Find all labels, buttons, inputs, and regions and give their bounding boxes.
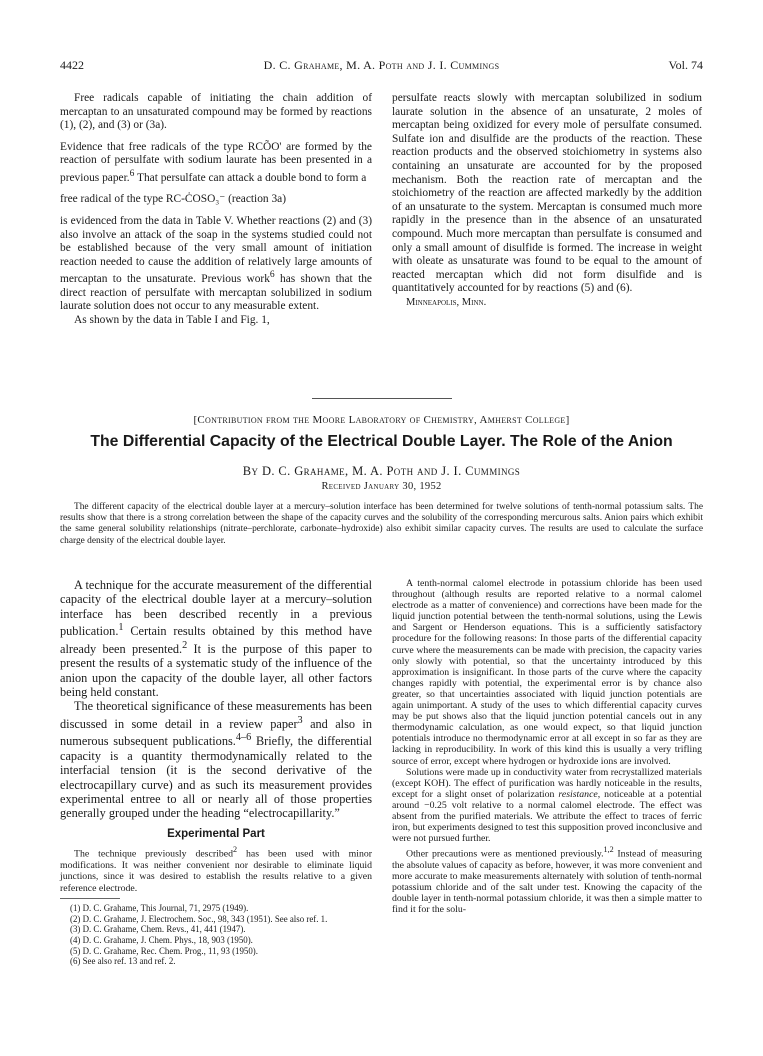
- footnotes: [60, 903, 372, 967]
- reference-superscript: 6: [269, 270, 275, 281]
- reference-superscript: 2: [232, 845, 238, 855]
- received-date: Received January 30, 1952: [321, 481, 442, 492]
- footnote: (2) D. C. Grahame, J. Electrochem. Soc., 98, 343 (1951). See also ref. 1.: [70, 913, 328, 924]
- footnote: (6) See also ref. 13 and ref. 2.: [70, 956, 176, 967]
- contribution-line: [Contribution from the Moore Laboratory of Chemistry, Amherst College]: [193, 414, 570, 426]
- section-heading: Experimental Part: [167, 827, 265, 840]
- abstract: [60, 502, 703, 547]
- reference-superscript: 2: [182, 639, 188, 651]
- footnote: (4) D. C. Grahame, J. Chem. Phys., 18, 903 (1950).: [70, 934, 253, 945]
- abstract-text: The different capacity of the electrical double layer at a mercury–solution interface has been determined for twelve solutions of tenth-normal potassium salts. The results show that there is a strong correlation between the shape of the capacity curves and the solubility of the corresponding mercurous salts. Anion pairs which exhibit the same general solubility relationships (nitrate–perchlorate, carbonate–hydroxide) also exhibit similar capacity curves. The results are used to calculate the surface charge density of the electrical double layer.: [60, 502, 703, 546]
- paragraph: persulfate reacts slowly with mercaptan solubilized in sodium laurate solution in the absence of an unsaturate, 2 moles of mercaptan being oxidized for every mole of persulfate consumed. Sulfate ion and disulfide are the products of the reaction. These reaction products and the observed stoichiometry in systems also containing an unsaturate are accounted for by the proposed mechanism. Both the reaction rate of mercaptan and the stoichiometry of the reaction are affected markedly by the addition of an unsaturate to the system. Mercaptan is consumed much more rapidly in the presence than in the absence of an unsaturated compound. Much more mercaptan than persulfate is consumed and only a small amount of disulfide is formed. The increase in weight with oleate as unsaturate was found to be equal to the amount of reacted mercaptan which did not form disulfide and is quantitatively accounted for by reactions (5) and (6).: [392, 92, 702, 295]
- article-authors: By D. C. Grahame, M. A. Poth and J. I. Cummings: [242, 464, 521, 478]
- reference-superscript: 1: [118, 622, 124, 634]
- footnote: (3) D. C. Grahame, Chem. Revs., 41, 441 (1947).: [70, 924, 246, 935]
- paragraph: Solutions were made up in conductivity water from recrystallized materials (except KOH). The effect of purification was hardly noticeable in the results, except for a slight onset of polarization resistance, noticeable at a potential around −0.25 volt relative to a normal calomel electrode. The effect was absent from the purified materials. We attribute the effect to traces of ferric iron, but experiments designed to test this supposition proved inconclusive and were not pursued further.: [392, 766, 702, 845]
- running-head-authors: D. C. Grahame, M. A. Poth and J. I. Cummings: [263, 58, 500, 72]
- place-line: Minneapolis, Minn.: [406, 296, 487, 308]
- paragraph: A technique for the accurate measurement of the differential capacity of the electrical double layer at a mercury–solution interface has been described recently in a previous publication.$^1$ Certain results obtained by this method have already been presented.$^2$ It is the purpose of this paper to present the results of a systematic study of the influence of the anion upon the capacity of the double layer, all other factors being held constant.: [60, 578, 372, 700]
- paragraph: As shown by the data in Table I and Fig. 1,: [74, 313, 270, 326]
- previous-article-left-column: [60, 92, 372, 328]
- reference-superscript: 1,2: [603, 845, 614, 855]
- previous-article-right-column: [392, 92, 702, 310]
- chemical-formula-line: free radical of the type RC-ĊOSO₃⁻ (reaction 3a): [60, 193, 287, 206]
- paragraph: The theoretical significance of these measurements has been discussed in some detail in a review paper$^3$ and also in numerous subsequent publications.$^{4-6}$ Briefly, the differential capacity is a quantity thermodynamically related to the interfacial tension (it is the second derivative of the electrocapillary curve) and as such its measurement provides experimental entree to all or nearly all of those properties generally grouped under the heading “electrocapillarity.”: [60, 699, 372, 821]
- page-number: 4422: [60, 58, 84, 72]
- paragraph: is evidenced from the data in Table V. Whether reactions (2) and (3) also involve an attack of the soap in the systems studied could not be established because of the very small amount of initiation reaction needed to cause the addition of relatively large amounts of mercaptan to the unsaturate. Previous work$^6$ has shown that the direct reaction of persulfate with mercaptan solubilized in sodium laurate solution does not occur to any measurable extent.: [60, 214, 372, 313]
- footnote: (1) D. C. Grahame, This Journal, 71, 2975 (1949).: [70, 903, 249, 914]
- footnote: (5) D. C. Grahame, Rec. Chem. Prog., 11, 93 (1950).: [70, 945, 258, 956]
- paragraph: A tenth-normal calomel electrode in potassium chloride has been used throughout (although results are reported relative to a normal calomel electrode as a matter of convenience) and corrections have been made for the liquid junction potential between the tenth-normal solutions, using the Lewis and Sargent or Henderson equations. This is a sufficiently satisfactory procedure for the following reasons: In those parts of the differential capacity curve where the measurements can be made with precision, the capacity varies only slowly with potential, so that the uncertainty introduced by this approximation is insignificant. In those parts of the curve where the capacity changes rapidly with potential, the experimental error is by chance also greater, so that uncertainties associated with liquid junction potentials are again unimportant. A study of the uses to which differential capacity curves may be put shows also that the liquid junction potential cancels out in any thermodynamic calculation, as one would expect, so that liquid junction potentials introduce no thermodynamic error at all except in so far as they are lacking in reproducibility. In work of this kind this is usually a very trifling source of error, except where hydrogen or hydroxide ions are involved.: [392, 578, 702, 767]
- paragraph: Free radicals capable of initiating the chain addition of mercaptan to an unsaturated compound may be formed by reactions (1), (2), and (3) or (3a).: [60, 92, 372, 132]
- separator-rule: [312, 398, 452, 399]
- paragraph: The technique previously described$^2$ has been used with minor modifications. It was neither convenient nor desirable to eliminate liquid junctions, since it was desired to establish the results relative to a given reference electrode.: [60, 845, 373, 894]
- footnote-rule: [60, 898, 120, 899]
- article-left-column: [60, 578, 372, 967]
- article-title: The Differential Capacity of the Electrical Double Layer. The Role of the Anion: [90, 433, 673, 450]
- volume-label: Vol. 74: [668, 58, 703, 72]
- reference-superscript: 3: [297, 714, 303, 726]
- article-right-column: [392, 578, 702, 915]
- reference-superscript: 6: [129, 168, 135, 179]
- chemical-formula: RCÕO': [247, 140, 282, 153]
- emphasis: resistance: [558, 788, 598, 800]
- paragraph: Evidence that free radicals of the type RCÕO' are formed by the reaction of persulfate with sodium laurate has been presented in a previous paper.$^6$ That persulfate can attack a double bond to form a: [60, 140, 372, 184]
- paragraph: Other precautions were as mentioned previously.$^{1,2}$ Instead of measuring the absolute values of capacity as before, however, it was more convenient and more accurate to make measurements alternately with solution of tenth-normal potassium chloride and of the salt under test. Knowing the capacity of the double layer in tenth-normal potassium chloride, it was then a simple matter to find it for the solu-: [392, 845, 702, 915]
- running-head: [60, 58, 703, 74]
- reference-superscript: 4–6: [235, 732, 252, 744]
